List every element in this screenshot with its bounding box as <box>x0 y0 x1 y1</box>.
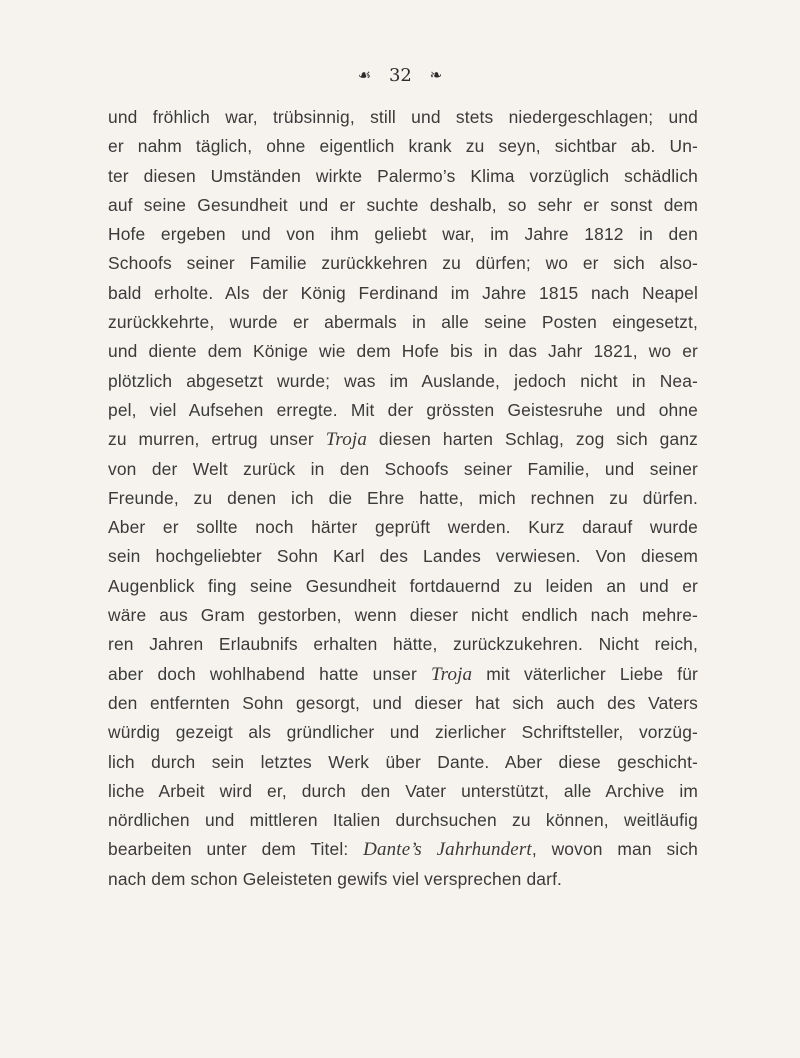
text-segment: den entfernten Sohn gesorgt, und dieser hat sich auch des Vaters <box>108 692 698 713</box>
text-line <box>108 249 698 278</box>
text-segment: zurückkehrte, wurde er abermals in alle seine Posten eingesetzt, <box>108 312 698 333</box>
text-line <box>108 162 698 191</box>
body-text <box>108 103 698 894</box>
text-line <box>108 279 698 308</box>
left-ornament-icon: ☙ <box>357 66 372 84</box>
text-segment: nach dem schon Geleisteten gewifs viel versprechen darf. <box>108 868 563 889</box>
text-line <box>108 748 698 777</box>
text-line <box>108 455 698 484</box>
text-line <box>108 337 698 366</box>
text-line <box>108 835 698 864</box>
text-segment: sein hochgeliebter Sohn Karl des Landes verwiesen. Von diesem <box>108 546 698 567</box>
text-segment: Aber er sollte noch härter geprüft werden. Kurz darauf wurde <box>108 517 698 538</box>
text-segment: wäre aus Gram gestorben, wenn dieser nicht endlich nach mehre- <box>108 605 698 626</box>
text-segment: Schoofs seiner Familie zurückkehren zu dürfen; wo er sich also- <box>108 253 698 274</box>
text-line <box>108 396 698 425</box>
text-line <box>108 777 698 806</box>
text-line <box>108 601 698 630</box>
text-line <box>108 425 698 454</box>
italic-title: Troja <box>325 429 367 451</box>
text-segment: bearbeiten unter dem Titel: <box>108 839 364 860</box>
text-segment: nördlichen und mittleren Italien durchsuchen zu können, weitläufig <box>108 810 698 831</box>
text-segment: zu murren, ertrug unser <box>108 429 326 450</box>
text-segment: lich durch sein letztes Werk über Dante. Aber diese geschicht- <box>108 751 698 772</box>
text-segment: Hofe ergeben und von ihm geliebt war, im Jahre 1812 in den <box>108 224 698 245</box>
text-line <box>108 865 698 894</box>
text-segment: auf seine Gesundheit und er suchte deshalb, so sehr er sonst dem <box>108 194 698 215</box>
text-line <box>108 513 698 542</box>
page-number: 32 <box>388 64 412 86</box>
text-segment: liche Arbeit wird er, durch den Vater unterstützt, alle Archive im <box>108 780 698 801</box>
text-segment: und diente dem Könige wie dem Hofe bis in das Jahr 1821, wo er <box>108 341 698 362</box>
text-segment: aber doch wohlhabend hatte unser <box>108 663 431 684</box>
text-line <box>108 308 698 337</box>
text-segment: von der Welt zurück in den Schoofs seiner Familie, und seiner <box>108 458 698 479</box>
text-segment: würdig gezeigt als gründlicher und zierlicher Schriftsteller, vorzüg- <box>108 722 698 743</box>
text-segment: ren Jahren Erlaubnifs erhalten hätte, zurückzukehren. Nicht reich, <box>108 634 698 655</box>
text-segment: mit väterlicher Liebe für <box>472 663 698 684</box>
italic-title: Dante’s Jahrhundert <box>363 839 532 861</box>
text-line <box>108 718 698 747</box>
right-ornament-icon: ❧ <box>429 66 443 84</box>
text-line <box>108 630 698 659</box>
text-segment: Freunde, zu denen ich die Ehre hatte, mich rechnen zu dürfen. <box>108 487 698 508</box>
text-segment: ter diesen Umständen wirkte Palermo’s Klima vorzüglich schädlich <box>108 165 698 186</box>
text-line <box>108 484 698 513</box>
text-line <box>108 572 698 601</box>
text-line <box>108 191 698 220</box>
text-line <box>108 542 698 571</box>
text-segment: pel, viel Aufsehen erregte. Mit der grössten Geistesruhe und ohne <box>108 399 698 420</box>
text-segment: plötzlich abgesetzt wurde; was im Auslande, jedoch nicht in Nea- <box>108 370 698 391</box>
text-segment: er nahm täglich, ohne eigentlich krank zu seyn, sichtbar ab. Un- <box>108 136 698 157</box>
text-segment: Augenblick fing seine Gesundheit fortdauernd zu leiden an und er <box>108 575 698 596</box>
text-segment: bald erholte. Als der König Ferdinand im Jahre 1815 nach Neapel <box>108 282 698 303</box>
text-line <box>108 367 698 396</box>
text-segment: und fröhlich war, trübsinnig, still und stets niedergeschlagen; und <box>108 107 698 127</box>
text-line <box>108 132 698 161</box>
italic-title: Troja <box>430 663 473 685</box>
text-line <box>108 220 698 249</box>
page-header <box>0 64 800 86</box>
text-segment: , wovon man sich <box>531 839 698 860</box>
text-line <box>108 806 698 835</box>
text-line <box>108 689 698 718</box>
text-line <box>108 660 698 689</box>
text-segment: diesen harten Schlag, zog sich ganz <box>366 429 698 450</box>
text-line <box>108 103 698 132</box>
